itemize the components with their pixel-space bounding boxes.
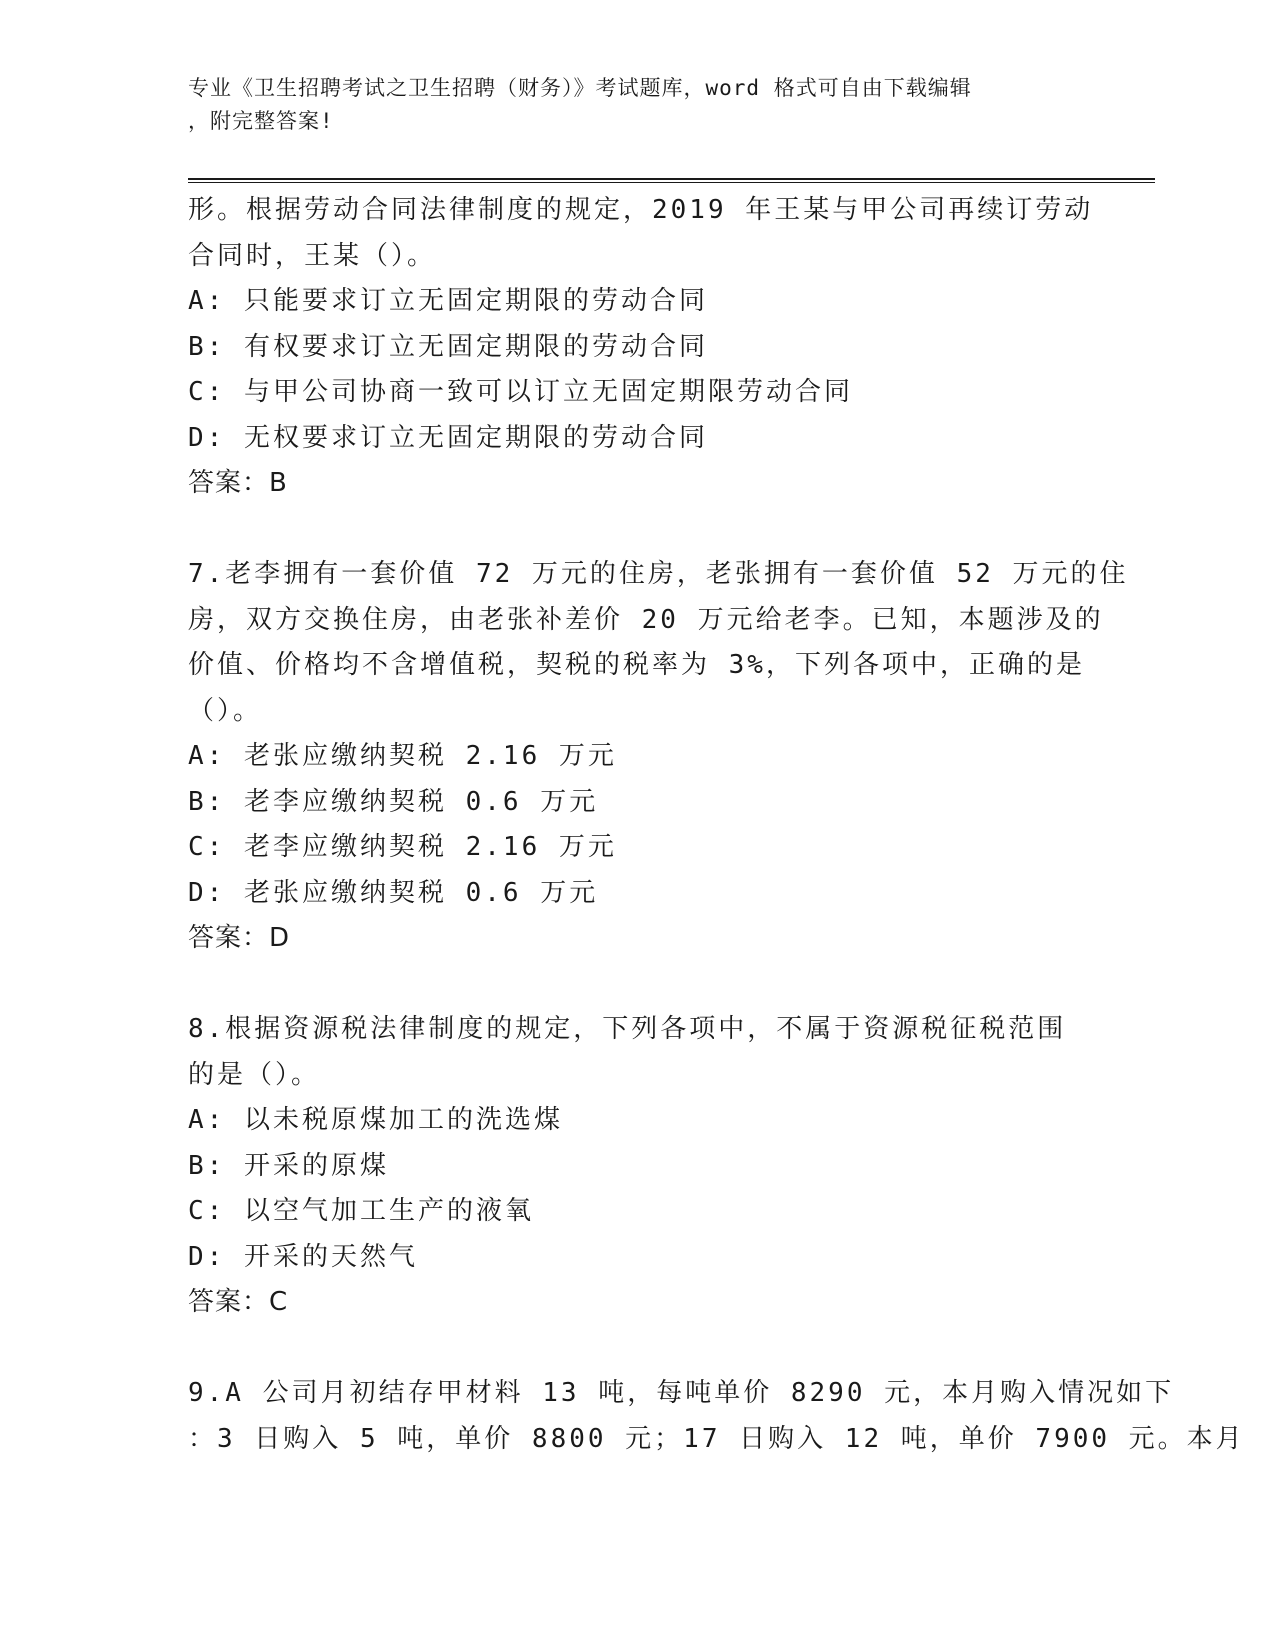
- question-6: [188, 188, 1094, 507]
- option-b: B: 有权要求订立无固定期限的劳动合同: [188, 331, 708, 362]
- question-list: [188, 188, 1245, 1462]
- header-title-line-1: 专业《卫生招聘考试之卫生招聘（财务）》考试题库，word 格式可自由下载编辑: [188, 76, 972, 100]
- question-stem-line: 价值、价格均不含增值税，契税的税率为 3%，下列各项中，正确的是: [188, 650, 1085, 680]
- option-c: C: 以空气加工生产的液氧: [188, 1196, 534, 1226]
- question-stem-line: 房，双方交换住房，由老张补差价 20 万元给老李。已知，本题涉及的: [188, 604, 1104, 635]
- answer-line: 答案：B: [188, 468, 288, 498]
- option-a: A: 老张应缴纳契税 2.16 万元: [188, 741, 617, 771]
- option-d: D: 开采的天然气: [188, 1241, 418, 1272]
- question-stem-line: 9.A 公司月初结存甲材料 13 吨，每吨单价 8290 元，本月购入情况如下: [188, 1378, 1175, 1408]
- question-spacer: [188, 1326, 1088, 1372]
- header-divider: [188, 178, 1155, 183]
- question-stem-line: （）。: [188, 695, 263, 726]
- question-stem-line: 8.根据资源税法律制度的规定，下列各项中，不属于资源税征税范围: [188, 1014, 1067, 1044]
- question-stem-line: 合同时，王某（）。: [188, 240, 437, 271]
- option-a: A: 只能要求订立无固定期限的劳动合同: [188, 286, 708, 316]
- question-spacer: [188, 507, 1088, 553]
- option-c: C: 老李应缴纳契税 2.16 万元: [188, 832, 617, 862]
- option-b: B: 老李应缴纳契税 0.6 万元: [188, 786, 599, 817]
- answer-line: 答案：C: [188, 1287, 289, 1317]
- question-7: [188, 552, 1129, 962]
- question-stem-line: 7.老李拥有一套价值 72 万元的住房，老张拥有一套价值 52 万元的住: [188, 559, 1129, 589]
- answer-line: 答案：D: [188, 923, 291, 953]
- option-d: D: 老张应缴纳契税 0.6 万元: [188, 877, 599, 908]
- option-c: C: 与甲公司协商一致可以订立无固定期限劳动合同: [188, 377, 853, 407]
- document-header: [188, 72, 1088, 138]
- option-a: A: 以未税原煤加工的洗选煤: [188, 1105, 563, 1135]
- option-b: B: 开采的原煤: [188, 1150, 389, 1181]
- question-9: [188, 1371, 1245, 1462]
- question-stem-line: 的是（）。: [188, 1059, 321, 1090]
- header-title-line-2: ，附完整答案!: [188, 109, 334, 133]
- question-stem-line: ：3 日购入 5 吨，单价 8800 元；17 日购入 12 吨，单价 7900 元。本月: [188, 1423, 1245, 1454]
- question-stem-line: 形。根据劳动合同法律制度的规定，2019 年王某与甲公司再续订劳动: [188, 195, 1094, 225]
- question-8: [188, 1007, 1088, 1326]
- option-d: D: 无权要求订立无固定期限的劳动合同: [188, 422, 708, 453]
- question-spacer: [188, 962, 1088, 1008]
